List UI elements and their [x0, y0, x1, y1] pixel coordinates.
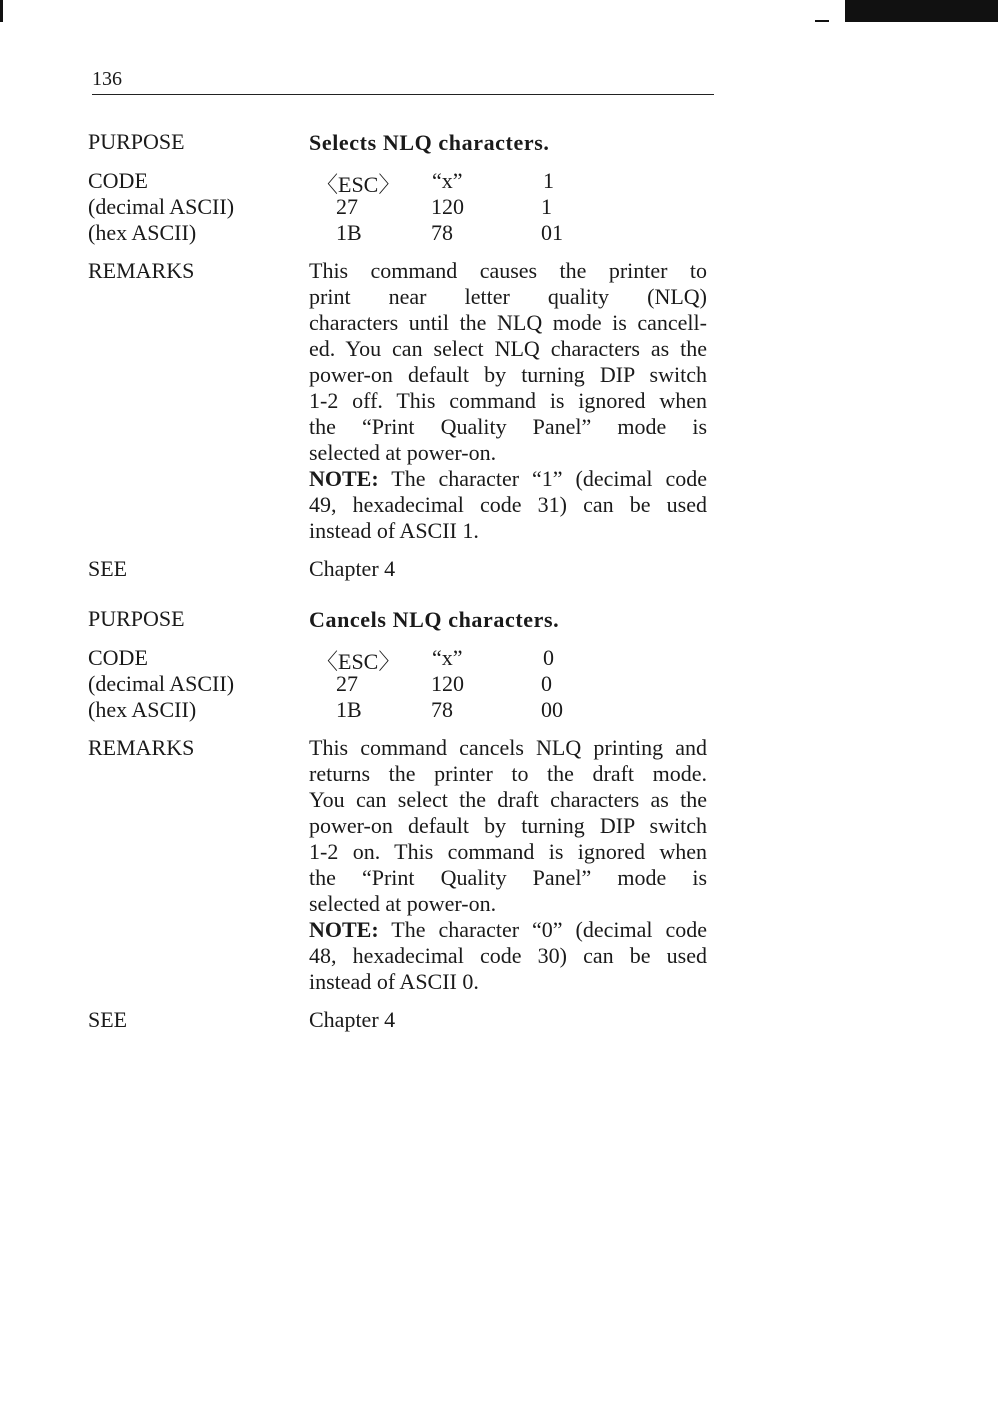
note-line: [309, 466, 707, 492]
code-row-hex: [0, 697, 998, 723]
page-tab-marker: [845, 0, 998, 22]
remarks-line: power-on default by turning DIP switch: [309, 813, 707, 838]
remarks-line: ed. You can select NLQ characters as the: [309, 336, 707, 361]
code-cell: “x”: [432, 645, 463, 670]
remarks-line: selected at power-on.: [309, 440, 497, 465]
code-cell: 120: [431, 194, 464, 219]
code-cell: 01: [541, 220, 563, 245]
remarks-line: power-on default by turning DIP switch: [309, 362, 707, 387]
code-cell: 1: [541, 194, 552, 219]
purpose-label: PURPOSE: [88, 129, 185, 154]
note-line: instead of ASCII 0.: [309, 969, 479, 994]
code-cell: 27: [336, 194, 358, 219]
note-line: [309, 917, 707, 943]
code-cell: 〈ESC〉: [316, 172, 401, 197]
remarks-line: selected at power-on.: [309, 891, 497, 916]
code-row-hex: [0, 220, 998, 246]
remarks-line: 1-2 on. This command is ignored when: [309, 839, 707, 864]
remarks-line: characters until the NLQ mode is cancell-: [309, 310, 707, 335]
remarks-text: [309, 258, 707, 544]
code-row-decimal: [0, 194, 998, 220]
see-label: SEE: [88, 556, 128, 581]
remarks-line: This command cancels NLQ printing and: [309, 735, 707, 760]
code-label: CODE: [88, 645, 148, 670]
decimal-ascii-label: (decimal ASCII): [88, 194, 235, 219]
header-rule: [92, 94, 714, 95]
note-line: 48, hexadecimal code 30) can be used: [309, 943, 707, 968]
remarks-label: REMARKS: [88, 735, 195, 760]
hex-ascii-label: (hex ASCII): [88, 220, 197, 245]
code-row-symbol: [0, 645, 998, 674]
code-cell: “x”: [432, 168, 463, 193]
see-reference: Chapter 4: [309, 556, 396, 581]
remarks-line: the “Print Quality Panel” mode is: [309, 865, 707, 890]
purpose-label: PURPOSE: [88, 606, 185, 631]
note-line: 49, hexadecimal code 31) can be used: [309, 492, 707, 517]
code-label: CODE: [88, 168, 148, 193]
remarks-line: print near letter quality (NLQ): [309, 284, 707, 309]
code-cell: 78: [431, 220, 453, 245]
see-reference: Chapter 4: [309, 1007, 396, 1032]
remarks-line: the “Print Quality Panel” mode is: [309, 414, 707, 439]
remarks-text: [309, 735, 707, 995]
note-line: instead of ASCII 1.: [309, 518, 479, 543]
scan-dash-mark: [815, 20, 829, 22]
note-label: NOTE:: [309, 466, 379, 491]
see-label: SEE: [88, 1007, 128, 1032]
code-cell: 00: [541, 697, 563, 722]
note-text: The character “0” (decimal code: [391, 917, 708, 942]
remarks-line: You can select the draft characters as the: [309, 787, 707, 812]
code-cell: 1B: [336, 697, 362, 722]
remarks-line: returns the printer to the draft mode.: [309, 761, 707, 786]
remarks-label: REMARKS: [88, 258, 195, 283]
code-row-symbol: [0, 168, 998, 197]
remarks-line: This command causes the printer to: [309, 258, 707, 283]
note-text: The character “1” (decimal code: [391, 466, 708, 491]
code-cell: 0: [541, 671, 552, 696]
code-cell: 27: [336, 671, 358, 696]
purpose-text: Selects NLQ characters.: [309, 130, 550, 155]
code-row-decimal: [0, 671, 998, 697]
code-cell: 0: [543, 645, 554, 670]
hex-ascii-label: (hex ASCII): [88, 697, 197, 722]
page-number: 136: [92, 68, 122, 90]
code-cell: 〈ESC〉: [316, 649, 401, 674]
decimal-ascii-label: (decimal ASCII): [88, 671, 235, 696]
scan-edge-mark-left: [0, 0, 3, 22]
code-cell: 78: [431, 697, 453, 722]
purpose-text: Cancels NLQ characters.: [309, 607, 560, 632]
code-cell: 1B: [336, 220, 362, 245]
code-cell: 1: [543, 168, 554, 193]
code-cell: 120: [431, 671, 464, 696]
note-label: NOTE:: [309, 917, 379, 942]
remarks-line: 1-2 off. This command is ignored when: [309, 388, 707, 413]
